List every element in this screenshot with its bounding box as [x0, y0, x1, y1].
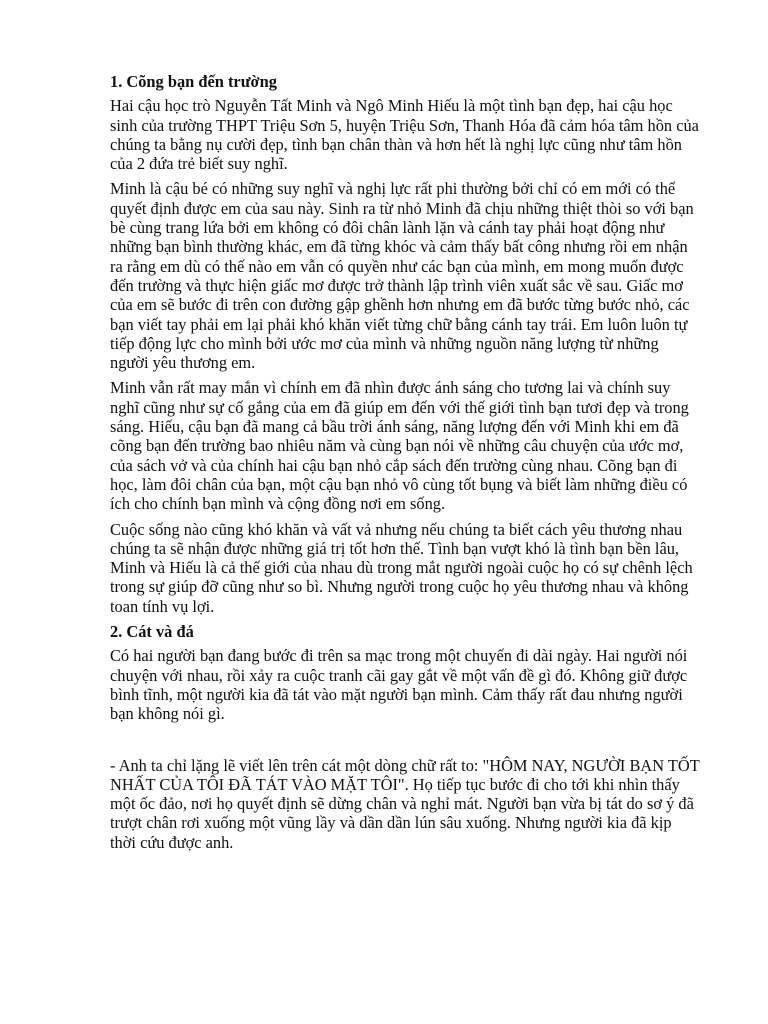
paragraph: Cuộc sống nào cũng khó khăn và vất vả nhưng nếu chúng ta biết cách yêu thương nhau chúng ta sẽ nhận được những giá trị tốt hơn thế. Tình bạn vượt khó là tình bạn bền lâu, Minh và Hiếu là cả thế giới của nhau dù trong mắt người ngoài cuộc họ có sự chênh lệch trong sự giúp đỡ cũng như so bì. Nhưng người trong cuộc họ yêu thương nhau và không toan tính vụ lợi. — [110, 519, 693, 616]
paragraph: - Anh ta chỉ lặng lẽ viết lên trên cát một dòng chữ rất to: "HÔM NAY, NGƯỜI BẠN TỐT NHẤT CỦA TÔI ĐÃ TÁT VÀO MẶT TÔI". Họ tiếp tục bước đi cho tới khi nhìn thấy một ốc đảo, nơi họ quyết định sẽ dừng chân và nghỉ mát. Người bạn vừa bị tát do sơ ý đã trượt chân rơi xuống một vũng lầy và dần dần lún sâu xuống. Nhưng người kia đã kịp thời cứu được anh. — [110, 755, 700, 852]
document-page — [110, 72, 700, 858]
section-heading-cong-ban-den-truong: 1. Cõng bạn đến trường — [110, 72, 277, 91]
paragraph: Có hai người bạn đang bước đi trên sa mạc trong một chuyến đi dài ngày. Hai người nói chuyện với nhau, rồi xảy ra cuộc tranh cãi gay gắt về một vấn đề gì đó. Không giữ được bình tĩnh, một người kia đã tát vào mặt người bạn mình. Cảm thấy rất đau nhưng người bạn không nói gì. — [110, 646, 688, 724]
paragraph-spacer — [110, 730, 700, 756]
paragraph: Minh là cậu bé có những suy nghĩ và nghị lực rất phi thường bởi chỉ có em mới có thể quyết định được em của sau này. Sinh ra từ nhỏ Minh đã chịu những thiệt thòi so với bạn bè cùng trang lứa bởi em không có đôi chân lành lặn và cánh tay phải hoạt động như những bạn bình thường khác, em đã từng khóc và cảm thấy bất công nhưng rồi em nhận ra rằng em dù có thế nào em vẫn có quyền như các bạn của mình, em mong muốn được đến trường và thực hiện giấc mơ được trở thành lập trình viên xuất sắc về sau. Giấc mơ của em sẽ bước đi trên con đường gập ghềnh hơn nhưng em đã bước từng bước nhỏ, các bạn viết tay phải em lại phải khó khăn viết từng chữ bằng cánh tay trái. Em luôn luôn tự tiếp động lực cho mình bởi ước mơ của mình và những nguồn năng lượng từ những người yêu thương em. — [110, 179, 694, 373]
paragraph: Hai cậu học trò Nguyễn Tất Minh và Ngô Minh Hiếu là một tình bạn đẹp, hai cậu học sinh của trường THPT Triệu Sơn 5, huyện Triệu Sơn, Thanh Hóa đã cảm hóa tâm hồn của chúng ta bằng nụ cười đẹp, tình bạn chân thàn và hơn hết là nghị lực cũng như tâm hồn của 2 đứa trẻ biết suy nghĩ. — [110, 96, 699, 174]
paragraph: Minh vẫn rất may mắn vì chính em đã nhìn được ánh sáng cho tương lai và chính suy nghĩ cũng như sự cố gắng của em đã giúp em đến với thế giới tình bạn tươi đẹp và trong sáng. Hiếu, cậu bạn đã mang cả bầu trời ánh sáng, năng lượng đến với Minh khi em đã cõng bạn đến trường bao nhiêu năm và cùng bạn nói về những câu chuyện của ước mơ, của sách vở và của chính hai cậu bạn nhỏ cắp sách đến trường cùng nhau. Cõng bạn đi học, làm đôi chân của bạn, một cậu bạn nhỏ vô cùng tốt bụng và biết làm những điều có ích cho chính bạn mình và cộng đồng nơi em sống. — [110, 378, 689, 514]
section-heading-cat-va-da: 2. Cát và đá — [110, 622, 194, 642]
